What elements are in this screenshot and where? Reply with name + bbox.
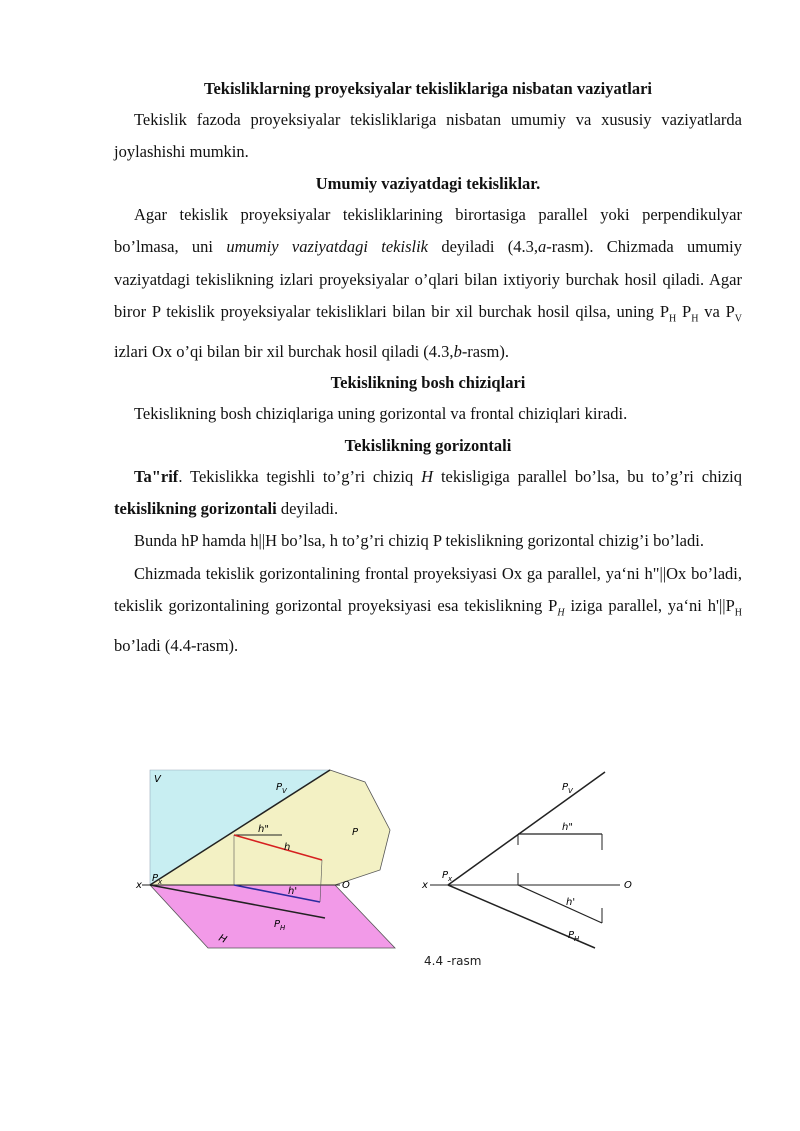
label-o-left: O [342,880,350,891]
h1-line-right [518,885,602,923]
label-ph-left: $P_H$ [274,919,286,932]
pv-trace-right [448,772,605,885]
document-title: Tekisliklarning proyeksiyalar tekisliklariga nisbatan vaziyatlari [203,79,652,98]
paragraph-definition: Ta"rif. Tekislikka tegishli to’g’ri chiziq H tekisligiga parallel bo’lsa, bu to’g’ri chiziq tekislikning gorizontali deyiladi. [114,466,743,518]
section-heading-horizontal: Tekislikning gorizontali [344,435,512,455]
figure-left-3d [135,770,395,948]
figure-4-4 [130,760,660,970]
section-heading-main-lines: Tekislikning bosh chiziqlari [330,373,526,393]
paragraph-main-lines: Tekislikning bosh chiziqlariga uning gorizontal va frontal chiziqlari kiradi. [134,404,628,424]
figure-right-epure [421,772,632,948]
paragraph-projection: Chizmada tekislik gorizontalining frontal proyeksiyasi Ox ga parallel, ya‘ni h"||Ox bo’ladi, tekislik gorizontalining gorizontal proyeksiyasi esa tekislikning $P_H$ iziga parallel, ya‘ni $h'||P_H$ bo’ladi (4.4-rasm). [114,563,742,655]
label-x-left: x [136,880,142,891]
label-ph-right: $P_H$ [568,930,580,943]
document-body [114,74,742,662]
paragraph-intro: Tekislik fazoda proyeksiyalar tekisliklariga nisbatan umumiy va xususiy vaziyatlarda joylashishi mumkin. [114,110,742,162]
section-heading-general: Umumiy vaziyatdagi tekisliklar. [315,173,541,193]
definition-label: Ta"rif [134,466,179,486]
label-h1-left: h' [288,886,298,897]
label-x-right: x [422,880,428,891]
label-px-left: $P_x$ [152,873,163,886]
h-plane [150,885,395,948]
label-pv-right: $P_V$ [562,782,573,795]
label-h-plane: H [216,932,229,946]
figure-caption: 4.4 -rasm [424,954,482,968]
label-px-right: $P_x$ [442,870,453,883]
label-v: V [154,774,161,785]
label-pv-left: $P_V$ [276,782,287,795]
label-h-left: h [284,842,291,853]
label-h2-left: h" [258,824,269,835]
label-h2-right: h" [562,822,573,833]
paragraph-general-position: Agar tekislik proyeksiyalar tekisliklarining birortasiga parallel yoki perpendikulyar bo’lmasa, uni umumiy vaziyatdagi tekislik deyiladi (4.3,a-rasm). Chizmada umumiy vaziyatdagi tekislikning izlari proyeksiyalar o’qlari bilan ixtiyoriy burchak hosil qiladi. Agar biror P tekislik proyeksiyalar tekisliklari bilan bir xil burchak hosil qilsa, uning $P_H$ $P_H$ va $P_V$ izlari Ox o’qi bilan bir xil burchak hosil qiladi (4.3,b-rasm). [114,204,743,361]
paragraph-horizontal-line: Bunda hP hamda h||H bo’lsa, h to’g’ri chiziq P tekislikning gorizontal chizig’i bo’ladi. [134,531,704,551]
label-h1-right: h' [566,897,576,908]
emphasis-term: umumiy vaziyatdagi tekislik [226,237,428,257]
label-o-right: O [624,880,632,891]
label-p-left: P [352,827,359,838]
